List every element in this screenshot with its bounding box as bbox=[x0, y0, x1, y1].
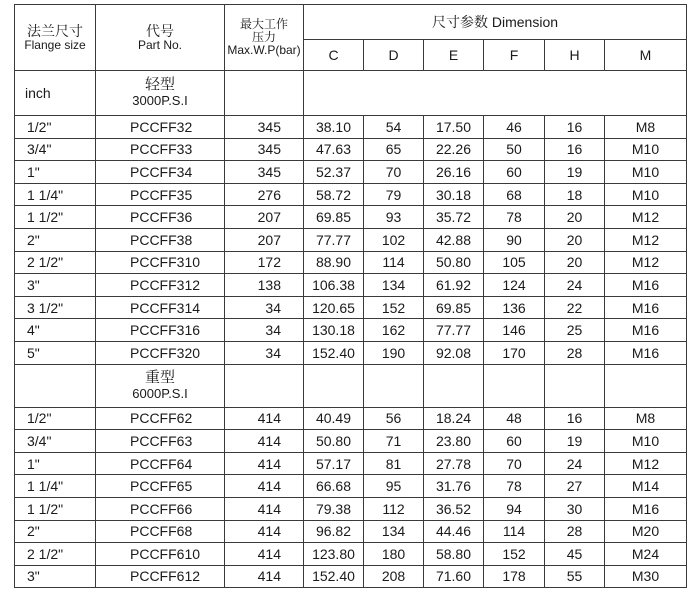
max-pressure-cell: 207 bbox=[225, 228, 304, 251]
dim-h-cell: 45 bbox=[545, 543, 605, 566]
dim-e-cell: 50.80 bbox=[424, 251, 484, 274]
dim-m-cell: M10 bbox=[605, 161, 687, 184]
table-row bbox=[15, 475, 687, 498]
dim-f-cell: 124 bbox=[484, 274, 545, 297]
table-row bbox=[15, 183, 687, 206]
part-no-cell: PCCFF610 bbox=[96, 543, 225, 566]
dim-c-cell: 77.77 bbox=[304, 228, 364, 251]
dim-m-cell: M20 bbox=[605, 520, 687, 543]
dim-f-cell: 46 bbox=[484, 116, 545, 139]
dim-m-cell: M12 bbox=[605, 452, 687, 475]
dim-c-cell: 40.49 bbox=[304, 407, 364, 430]
dim-h-cell: 18 bbox=[545, 183, 605, 206]
empty-cell bbox=[225, 71, 304, 116]
dim-h-cell: 55 bbox=[545, 565, 605, 588]
flange-size-cell: 1 1/2" bbox=[15, 206, 96, 229]
table-row bbox=[15, 452, 687, 475]
part-no-header-en: Part No. bbox=[137, 38, 182, 52]
dim-f-cell: 60 bbox=[484, 161, 545, 184]
dim-d-cell: 180 bbox=[364, 543, 424, 566]
dimension-col-d: D bbox=[364, 40, 424, 71]
max-pressure-cell: 414 bbox=[225, 407, 304, 430]
dim-m-cell: M10 bbox=[605, 138, 687, 161]
dim-m-cell: M10 bbox=[605, 183, 687, 206]
flange-size-cell: 1 1/4" bbox=[15, 183, 96, 206]
max-pressure-cell: 414 bbox=[225, 520, 304, 543]
dim-f-cell: 60 bbox=[484, 430, 545, 453]
flange-size-cell: 5" bbox=[15, 341, 96, 364]
max-pressure-cell: 34 bbox=[225, 296, 304, 319]
dim-f-cell: 136 bbox=[484, 296, 545, 319]
heavy-category-row bbox=[15, 364, 687, 407]
max-pressure-cell: 345 bbox=[225, 138, 304, 161]
flange-size-cell: 1" bbox=[15, 452, 96, 475]
dim-f-cell: 146 bbox=[484, 319, 545, 342]
dim-c-cell: 58.72 bbox=[304, 183, 364, 206]
flange-size-cell: 2 1/2" bbox=[15, 251, 96, 274]
empty-cell bbox=[484, 364, 545, 407]
part-no-cell: PCCFF35 bbox=[96, 183, 225, 206]
dim-m-cell: M16 bbox=[605, 497, 687, 520]
empty-cell bbox=[605, 364, 687, 407]
dim-h-cell: 24 bbox=[545, 274, 605, 297]
dim-e-cell: 36.52 bbox=[424, 497, 484, 520]
part-no-cell: PCCFF314 bbox=[96, 296, 225, 319]
dim-h-cell: 20 bbox=[545, 228, 605, 251]
empty-cell bbox=[304, 71, 687, 116]
part-no-cell: PCCFF38 bbox=[96, 228, 225, 251]
dim-m-cell: M12 bbox=[605, 228, 687, 251]
dim-c-cell: 96.82 bbox=[304, 520, 364, 543]
dim-c-cell: 106.38 bbox=[304, 274, 364, 297]
max-pressure-cell: 414 bbox=[225, 452, 304, 475]
dim-f-cell: 78 bbox=[484, 206, 545, 229]
dim-h-cell: 28 bbox=[545, 341, 605, 364]
flange-size-cell: 3/4" bbox=[15, 430, 96, 453]
dim-h-cell: 28 bbox=[545, 520, 605, 543]
dim-h-cell: 20 bbox=[545, 206, 605, 229]
max-pressure-cell: 414 bbox=[225, 497, 304, 520]
table-row bbox=[15, 565, 687, 588]
heavy-category-cell bbox=[96, 364, 225, 407]
table-row bbox=[15, 430, 687, 453]
flange-size-cell: 1/2" bbox=[15, 407, 96, 430]
part-no-cell: PCCFF310 bbox=[96, 251, 225, 274]
pressure-header-cn-2: 压力 bbox=[251, 30, 276, 44]
dim-h-cell: 19 bbox=[545, 430, 605, 453]
flange-size-cell: 1 1/4" bbox=[15, 475, 96, 498]
dim-d-cell: 70 bbox=[364, 161, 424, 184]
part-no-cell: PCCFF612 bbox=[96, 565, 225, 588]
table-row bbox=[15, 543, 687, 566]
dim-m-cell: M16 bbox=[605, 319, 687, 342]
dim-c-cell: 69.85 bbox=[304, 206, 364, 229]
flange-size-cell: 1/2" bbox=[15, 116, 96, 139]
dim-d-cell: 114 bbox=[364, 251, 424, 274]
part-no-cell: PCCFF68 bbox=[96, 520, 225, 543]
max-pressure-cell: 345 bbox=[225, 161, 304, 184]
flange-size-cell: 2" bbox=[15, 520, 96, 543]
dim-d-cell: 56 bbox=[364, 407, 424, 430]
dim-h-cell: 22 bbox=[545, 296, 605, 319]
dim-d-cell: 54 bbox=[364, 116, 424, 139]
dim-d-cell: 152 bbox=[364, 296, 424, 319]
dim-m-cell: M16 bbox=[605, 341, 687, 364]
dim-e-cell: 31.76 bbox=[424, 475, 484, 498]
dim-e-cell: 61.92 bbox=[424, 274, 484, 297]
dim-e-cell: 18.24 bbox=[424, 407, 484, 430]
dim-d-cell: 71 bbox=[364, 430, 424, 453]
dim-h-cell: 19 bbox=[545, 161, 605, 184]
part-no-cell: PCCFF65 bbox=[96, 475, 225, 498]
max-pressure-cell: 138 bbox=[225, 274, 304, 297]
dim-e-cell: 71.60 bbox=[424, 565, 484, 588]
light-category-cell bbox=[96, 71, 225, 116]
dim-e-cell: 35.72 bbox=[424, 206, 484, 229]
flange-size-cell: 3" bbox=[15, 565, 96, 588]
part-no-cell: PCCFF34 bbox=[96, 161, 225, 184]
dimension-col-f: F bbox=[484, 40, 545, 71]
table-row bbox=[15, 274, 687, 297]
dim-c-cell: 123.80 bbox=[304, 543, 364, 566]
dim-d-cell: 102 bbox=[364, 228, 424, 251]
dim-c-cell: 66.68 bbox=[304, 475, 364, 498]
dim-h-cell: 25 bbox=[545, 319, 605, 342]
part-no-cell: PCCFF62 bbox=[96, 407, 225, 430]
flange-size-cell: 3/4" bbox=[15, 138, 96, 161]
dim-f-cell: 50 bbox=[484, 138, 545, 161]
dimension-col-h: H bbox=[545, 40, 605, 71]
dim-h-cell: 24 bbox=[545, 452, 605, 475]
max-pressure-cell: 345 bbox=[225, 116, 304, 139]
dimension-col-e: E bbox=[424, 40, 484, 71]
unit-label: inch bbox=[15, 71, 96, 116]
dim-h-cell: 16 bbox=[545, 138, 605, 161]
dim-c-cell: 152.40 bbox=[304, 565, 364, 588]
light-category-row bbox=[15, 71, 687, 116]
heavy-category-rating: 6000P.S.I bbox=[132, 385, 188, 401]
max-pressure-cell: 414 bbox=[225, 475, 304, 498]
empty-cell bbox=[15, 364, 96, 407]
dim-c-cell: 38.10 bbox=[304, 116, 364, 139]
dim-f-cell: 105 bbox=[484, 251, 545, 274]
part-no-cell: PCCFF66 bbox=[96, 497, 225, 520]
max-pressure-cell: 414 bbox=[225, 543, 304, 566]
empty-cell bbox=[545, 364, 605, 407]
dim-e-cell: 58.80 bbox=[424, 543, 484, 566]
part-no-cell: PCCFF316 bbox=[96, 319, 225, 342]
dim-f-cell: 178 bbox=[484, 565, 545, 588]
dim-m-cell: M10 bbox=[605, 430, 687, 453]
table-row bbox=[15, 407, 687, 430]
dim-f-cell: 68 bbox=[484, 183, 545, 206]
max-pressure-cell: 172 bbox=[225, 251, 304, 274]
dim-h-cell: 27 bbox=[545, 475, 605, 498]
pressure-header-en: Max.W.P(bar) bbox=[227, 43, 301, 57]
part-no-cell: PCCFF312 bbox=[96, 274, 225, 297]
dim-c-cell: 52.37 bbox=[304, 161, 364, 184]
dim-m-cell: M8 bbox=[605, 407, 687, 430]
max-pressure-cell: 414 bbox=[225, 430, 304, 453]
max-pressure-cell: 34 bbox=[225, 319, 304, 342]
dim-c-cell: 120.65 bbox=[304, 296, 364, 319]
flange-size-cell: 1 1/2" bbox=[15, 497, 96, 520]
dim-e-cell: 42.88 bbox=[424, 228, 484, 251]
part-no-cell: PCCFF36 bbox=[96, 206, 225, 229]
table-row bbox=[15, 319, 687, 342]
dim-h-cell: 30 bbox=[545, 497, 605, 520]
dim-c-cell: 50.80 bbox=[304, 430, 364, 453]
dim-e-cell: 22.26 bbox=[424, 138, 484, 161]
dim-h-cell: 20 bbox=[545, 251, 605, 274]
part-no-header-cn: 代号 bbox=[146, 23, 174, 39]
empty-cell bbox=[364, 364, 424, 407]
light-category-rating: 3000P.S.I bbox=[132, 93, 188, 108]
pressure-header bbox=[225, 5, 304, 71]
dim-d-cell: 95 bbox=[364, 475, 424, 498]
max-pressure-cell: 276 bbox=[225, 183, 304, 206]
table-row bbox=[15, 116, 687, 139]
flange-size-header-en: Flange size bbox=[24, 38, 86, 52]
dim-d-cell: 112 bbox=[364, 497, 424, 520]
dim-f-cell: 114 bbox=[484, 520, 545, 543]
dim-f-cell: 48 bbox=[484, 407, 545, 430]
flange-size-cell: 2" bbox=[15, 228, 96, 251]
dim-f-cell: 152 bbox=[484, 543, 545, 566]
dim-m-cell: M30 bbox=[605, 565, 687, 588]
dim-c-cell: 79.38 bbox=[304, 497, 364, 520]
table-row bbox=[15, 341, 687, 364]
dim-e-cell: 23.80 bbox=[424, 430, 484, 453]
part-no-cell: PCCFF63 bbox=[96, 430, 225, 453]
dim-m-cell: M12 bbox=[605, 251, 687, 274]
dim-e-cell: 92.08 bbox=[424, 341, 484, 364]
table-row bbox=[15, 138, 687, 161]
dim-m-cell: M12 bbox=[605, 206, 687, 229]
dim-h-cell: 16 bbox=[545, 407, 605, 430]
dim-d-cell: 190 bbox=[364, 341, 424, 364]
dimension-header: 尺寸参数 Dimension bbox=[304, 5, 687, 40]
dim-d-cell: 134 bbox=[364, 274, 424, 297]
dim-c-cell: 130.18 bbox=[304, 319, 364, 342]
dim-m-cell: M16 bbox=[605, 296, 687, 319]
dim-d-cell: 93 bbox=[364, 206, 424, 229]
dim-e-cell: 26.16 bbox=[424, 161, 484, 184]
dim-f-cell: 90 bbox=[484, 228, 545, 251]
table-row bbox=[15, 520, 687, 543]
max-pressure-cell: 34 bbox=[225, 341, 304, 364]
pressure-header-cn-1: 最大工作 bbox=[239, 17, 288, 31]
dimension-col-m: M bbox=[605, 40, 687, 71]
flange-size-cell: 2 1/2" bbox=[15, 543, 96, 566]
part-no-cell: PCCFF32 bbox=[96, 116, 225, 139]
part-no-cell: PCCFF320 bbox=[96, 341, 225, 364]
dim-e-cell: 30.18 bbox=[424, 183, 484, 206]
empty-cell bbox=[304, 364, 364, 407]
dim-c-cell: 57.17 bbox=[304, 452, 364, 475]
dim-d-cell: 208 bbox=[364, 565, 424, 588]
flange-size-cell: 3" bbox=[15, 274, 96, 297]
dim-c-cell: 152.40 bbox=[304, 341, 364, 364]
flange-size-cell: 3 1/2" bbox=[15, 296, 96, 319]
dim-e-cell: 27.78 bbox=[424, 452, 484, 475]
table-row bbox=[15, 161, 687, 184]
dim-e-cell: 77.77 bbox=[424, 319, 484, 342]
dim-c-cell: 88.90 bbox=[304, 251, 364, 274]
dim-f-cell: 94 bbox=[484, 497, 545, 520]
table-row bbox=[15, 251, 687, 274]
flange-size-header-cn: 法兰尺寸 bbox=[27, 23, 83, 39]
dim-e-cell: 44.46 bbox=[424, 520, 484, 543]
table-row bbox=[15, 497, 687, 520]
flange-size-header bbox=[15, 5, 96, 71]
part-no-header bbox=[96, 5, 225, 71]
light-category-name: 轻型 bbox=[144, 76, 175, 93]
table-row bbox=[15, 296, 687, 319]
max-pressure-cell: 414 bbox=[225, 565, 304, 588]
dim-f-cell: 70 bbox=[484, 452, 545, 475]
flange-size-cell: 1" bbox=[15, 161, 96, 184]
dim-e-cell: 17.50 bbox=[424, 116, 484, 139]
flange-size-cell: 4" bbox=[15, 319, 96, 342]
part-no-cell: PCCFF33 bbox=[96, 138, 225, 161]
dimension-col-c: C bbox=[304, 40, 364, 71]
dim-h-cell: 16 bbox=[545, 116, 605, 139]
heavy-category-name: 重型 bbox=[144, 368, 175, 386]
empty-cell bbox=[225, 364, 304, 407]
dim-d-cell: 79 bbox=[364, 183, 424, 206]
dim-f-cell: 78 bbox=[484, 475, 545, 498]
part-no-cell: PCCFF64 bbox=[96, 452, 225, 475]
dim-m-cell: M24 bbox=[605, 543, 687, 566]
table-row bbox=[15, 228, 687, 251]
dim-d-cell: 162 bbox=[364, 319, 424, 342]
dim-d-cell: 65 bbox=[364, 138, 424, 161]
dim-m-cell: M16 bbox=[605, 274, 687, 297]
dim-f-cell: 170 bbox=[484, 341, 545, 364]
flange-spec-table bbox=[14, 4, 687, 588]
dim-d-cell: 134 bbox=[364, 520, 424, 543]
dim-m-cell: M8 bbox=[605, 116, 687, 139]
max-pressure-cell: 207 bbox=[225, 206, 304, 229]
dim-e-cell: 69.85 bbox=[424, 296, 484, 319]
dim-c-cell: 47.63 bbox=[304, 138, 364, 161]
dim-d-cell: 81 bbox=[364, 452, 424, 475]
dim-m-cell: M14 bbox=[605, 475, 687, 498]
empty-cell bbox=[424, 364, 484, 407]
table-row bbox=[15, 206, 687, 229]
